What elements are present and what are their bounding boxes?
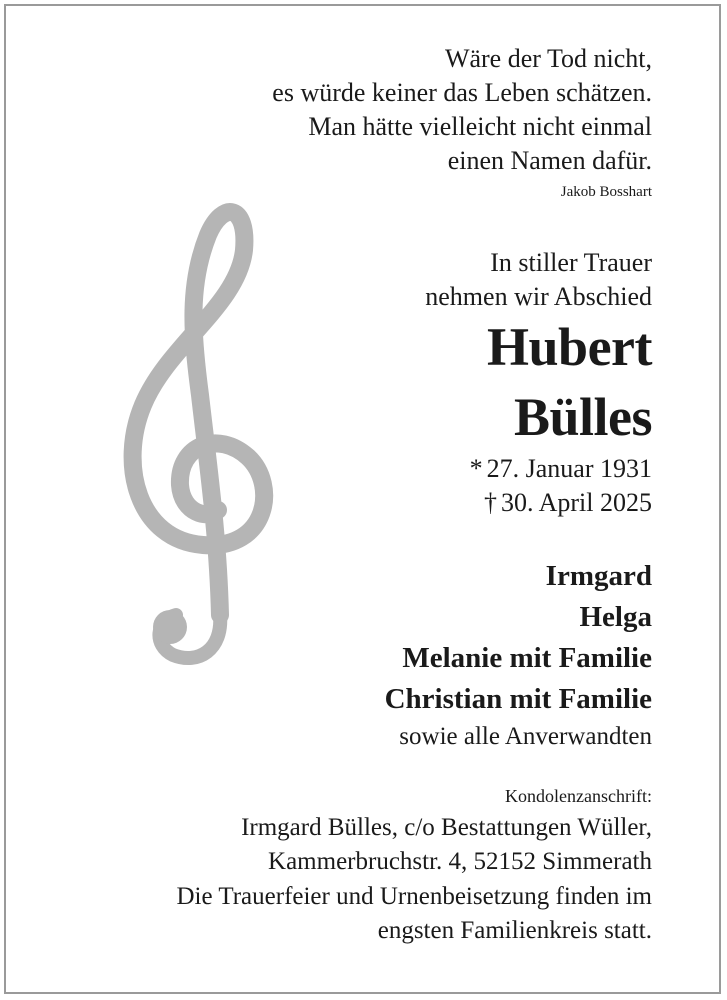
ceremony-note: engsten Familienkreis statt. <box>377 917 652 944</box>
death-date-value: 30. April 2025 <box>501 488 652 517</box>
birth-symbol: * <box>469 454 483 483</box>
ceremony-note: Die Trauerfeier und Urnenbeisetzung finden im <box>176 883 652 910</box>
birth-date <box>470 456 652 482</box>
death-date <box>484 490 652 516</box>
quote-line: Man hätte vielleicht nicht einmal <box>308 112 652 141</box>
intro-line: In stiller Trauer <box>490 248 652 277</box>
mourner-name: Irmgard <box>545 560 652 592</box>
quote-line: es würde keiner das Leben schätzen. <box>272 78 652 107</box>
deceased-first-name: Hubert <box>487 317 652 377</box>
relatives-line: sowie alle Anverwandten <box>399 723 652 750</box>
mourner-name: Helga <box>579 601 652 633</box>
treble-clef-icon <box>108 195 288 675</box>
deceased-last-name: Bülles <box>513 387 652 447</box>
quote-line: einen Namen dafür. <box>447 146 652 175</box>
condolence-address: Irmgard Bülles, c/o Bestattungen Wüller, <box>241 814 652 841</box>
birth-date-value: 27. Januar 1931 <box>486 454 652 483</box>
mourner-name: Christian mit Familie <box>384 683 652 715</box>
death-symbol: † <box>484 488 498 517</box>
condolence-address: Kammerbruchstr. 4, 52152 Simmerath <box>268 848 652 875</box>
mourner-name: Melanie mit Familie <box>402 642 652 674</box>
condolence-label: Kondolenzanschrift: <box>505 786 652 806</box>
quote-line: Wäre der Tod nicht, <box>444 44 652 73</box>
quote-author: Jakob Bosshart <box>560 184 652 200</box>
intro-line: nehmen wir Abschied <box>425 282 652 311</box>
